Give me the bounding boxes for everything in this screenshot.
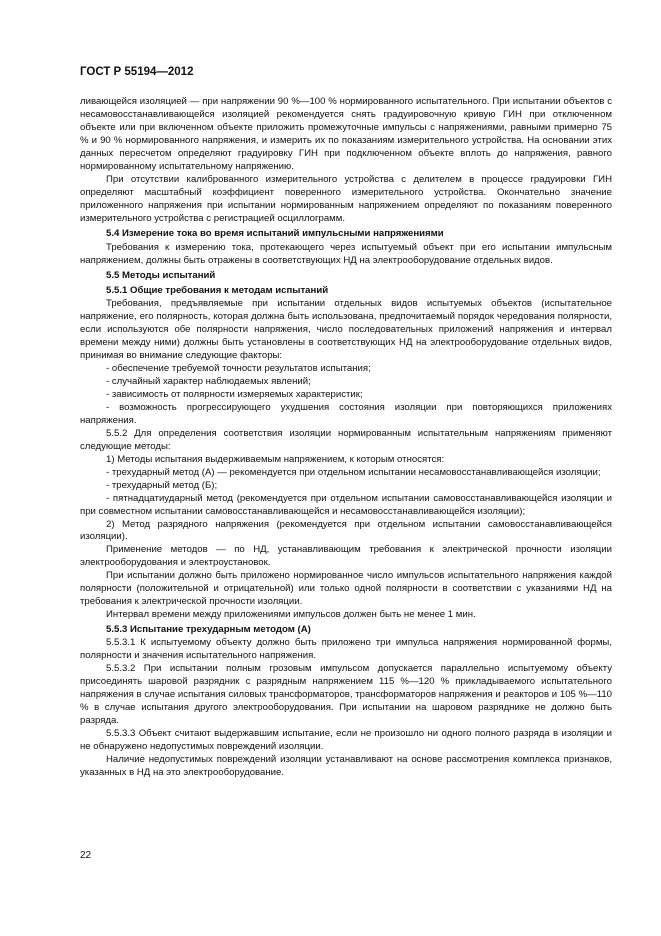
- paragraph: Требования к измерению тока, протекающего через испытуемый объект при его испытании импульсным напряжением, должны быть отражены в соответствующих НД на электрооборудование отдельных видов.: [80, 242, 612, 267]
- standard-header: ГОСТ Р 55194—2012: [80, 66, 194, 78]
- section-heading-5-4: 5.4 Измерение тока во время испытаний импульсными напряжениями: [106, 227, 444, 239]
- paragraph: Наличие недопустимых повреждений изоляции устанавливают на основе рассмотрения комплекса признаков, указанных в НД на это электрооборудование.: [80, 753, 612, 778]
- list-item: - обеспечение требуемой точности результатов испытания;: [106, 363, 371, 375]
- paragraph: При отсутствии калиброванного измерительного устройства с делителем в процессе градуировки ГИН определяют масштабный коэффициент поверенного измерительного устройства. Окончательно значение приложенного напряжения при испытании нормированным напряжением определяют по показаниям поверенного измерительного устройства с регистрацией осциллограмм.: [80, 173, 612, 224]
- paragraph: Требования, предъявляемые при испытании отдельных видов испытуемых объектов (испытательное напряжение, его полярность, которая должна быть использована, предпочитаемый порядок чередования полярности, если используются обе полярности напряжения, число последовательных приложений напряжения и интервал времени между ними) должны быть установлены в соответствующих НД на электрооборудование отдельных видов, принимая во внимание следующие факторы:: [80, 298, 612, 362]
- list-item: - трехударный метод (А) — рекомендуется при отдельном испытании несамовосстанавливающейся изоляции;: [106, 466, 601, 478]
- list-item: - пятнадцатиударный метод (рекомендуется при отдельном испытании самовосстанавливающейся изоляции и при совместном испытании самовосстанавливающейся и несамовосстанавливающейся изоляции);: [80, 492, 612, 517]
- section-heading-5-5: 5.5 Методы испытаний: [106, 270, 216, 282]
- paragraph-continuation: ливающейся изоляцией — при напряжении 90 %—100 % нормированного испытательного. При испытании объектов с несамовосстанавливающейся изоляцией рекомендуется снять градуировочную кривую ГИН при отключенном объекте или при включенном объекте приложить промежуточные импульсы с напряжениями, равными примерно 75 % и 90 % нормированного напряжения, и измерить их по показаниям измерительного устройства. На основании этих данных пересчетом определяют градуировку ГИН при подключенном объекте вплоть до напряжения, равного нормированному испытательному напряжению.: [80, 96, 612, 172]
- list-item: - случайный характер наблюдаемых явлений;: [106, 376, 311, 388]
- page-number: 22: [80, 850, 92, 861]
- section-heading-5-5-1: 5.5.1 Общие требования к методам испытаний: [106, 285, 329, 297]
- list-item: - зависимость от полярности измеряемых характеристик;: [106, 388, 363, 400]
- section-heading-5-5-3: 5.5.3 Испытание трехударным методом (А): [106, 624, 311, 636]
- paragraph: 5.5.2 Для определения соответствия изоляции нормированным испытательным напряжениям применяют следующие методы:: [80, 427, 612, 452]
- paragraph: Интервал времени между приложениями импульсов должен быть не менее 1 мин.: [106, 609, 476, 621]
- list-item: - возможность прогрессирующего ухудшения состояния изоляции при повторяющихся приложениях напряжения.: [80, 401, 612, 426]
- list-item: 2) Метод разрядного напряжения (рекомендуется при отдельном испытании самовосстанавливающейся изоляции).: [80, 518, 612, 543]
- body-text: [80, 96, 612, 780]
- list-item: - трехударный метод (Б);: [106, 479, 218, 491]
- paragraph: 5.5.3.1 К испытуемому объекту должно быть приложено три импульса напряжения нормированной формы, полярности и значения испытательного напряжения.: [80, 637, 612, 662]
- paragraph: Применение методов — по НД, устанавливающим требования к электрической прочности изоляции электрооборудования и электроустановок.: [80, 544, 612, 569]
- paragraph: При испытании должно быть приложено нормированное число импульсов испытательного напряжения каждой полярности (положительной и отрицательной) или только одной полярности в соответствии с указаниями НД на требования к электрической прочности изоляции.: [80, 570, 612, 608]
- paragraph: 5.5.3.2 При испытании полным грозовым импульсом допускается параллельно испытуемому объекту присоединять шаровой разрядник с разрядным напряжением 115 %—120 % прикладываемого испытательного напряжения в случае испытания силовых трансформаторов, трансформаторов напряжения и реакторов и 105 %—110 % в случае испытания другого электрооборудования. При испытании на шаровом разряднике не должно быть разряда.: [80, 662, 612, 726]
- paragraph: 5.5.3.3 Объект считают выдержавшим испытание, если не произошло ни одного полного разряда в изоляции и не обнаружено недопустимых повреждений изоляции.: [80, 727, 612, 752]
- list-item: 1) Методы испытания выдерживаемым напряжением, к которым относятся:: [106, 453, 445, 465]
